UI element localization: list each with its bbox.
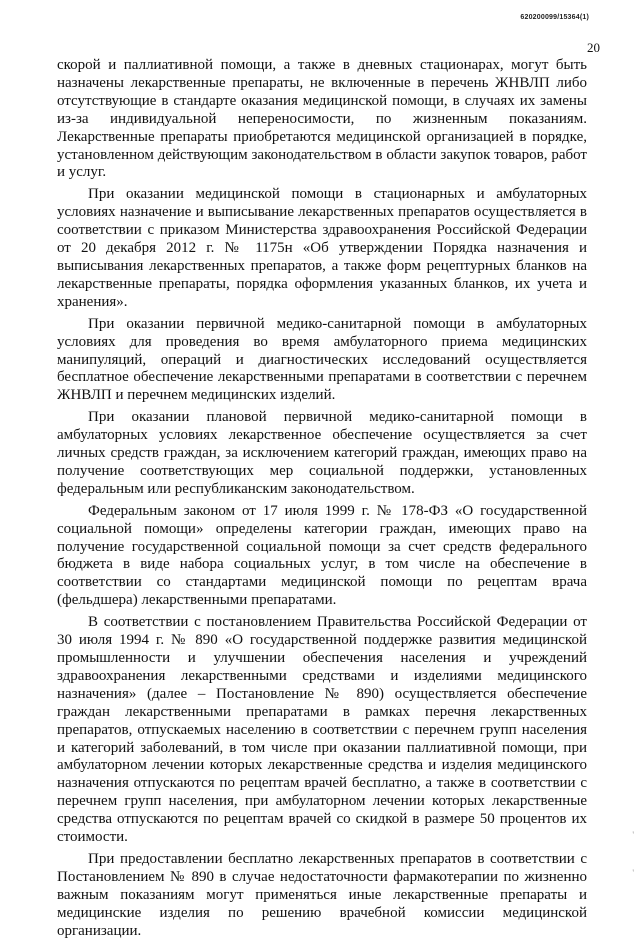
paragraph-4: При оказании плановой первичной медико-санитарной помощи в амбулаторных условиях лекарственное обеспечение осуществляется за счет личных средств граждан, за исключением категорий граждан, имеющих право на получение соответствующих мер социальной поддержки, установленных федеральным или республиканским законодательством. <box>57 409 587 497</box>
paragraph-3: При оказании первичной медико-санитарной помощи в амбулаторных условиях для проведения во время амбулаторного приема медицинских манипуляций, операций и диагностических исследований осуществляется бесплатное обеспечение лекарственными препаратами в соответствии с перечнем ЖНВЛП и перечнем медицинских изделий. <box>57 315 587 404</box>
paragraph-5: Федеральным законом от 17 июля 1999 г. № 178-ФЗ «О государственной социальной помощи» определены категории граждан, имеющих право на получение государственной социальной помощи за счет средств федерального бюджета в виде набора социальных услуг, в том числе на обеспечение в соответствии со стандартами медицинской помощи по рецептам врача (фельдшера) лекарственными препаратами. <box>57 502 587 609</box>
paragraph-7: При предоставлении бесплатно лекарственных препаратов в соответствии с Постановлением № 890 в случае недостаточности фармакотерапии по жизненно важным показаниям могут применяться иные лекарственные препараты и медицинские изделия по решению врачебной комиссии медицинской организации. <box>57 850 587 939</box>
paragraph-1: скорой и паллиативной помощи, а также в дневных стационарах, могут быть назначены лекарственные препараты, не включенные в перечень ЖНВЛП либо отсутствующие в стандарте оказания медицинской помощи, в случаях их замены из-за индивидуальной непереносимости, по жизненным показаниям. Лекарственные препараты приобретаются медицинской организацией в порядке, установленном действующим законодательством в области закупок товаров, работ и услуг. <box>57 57 587 181</box>
paragraph-2: При оказании медицинской помощи в стационарных и амбулаторных условиях назначение и выписывание лекарственных препаратов осуществляется в соответствии с приказом Министерства здравоохранения Российской Федерации от 20 декабря 2012 г. № 1175н «Об утверждении Порядка назначения и выписывания лекарственных препаратов, а также форм рецептурных бланков на лекарственные препараты, порядка оформления указанных бланков, их учета и хранения». <box>57 186 587 310</box>
page-number: 20 <box>587 40 600 55</box>
scan-mark: ' <box>632 868 634 878</box>
scan-mark: ' <box>632 830 634 840</box>
paragraph-6: В соответствии с постановлением Правительства Российской Федерации от 30 июля 1994 г. № 890 «О государственной поддержке развития медицинской промышленности и улучшении обеспечения населения и учреждений здравоохранения лекарственными средствами и изделиями медицинского назначения» (далее – Постановление № 890) осуществляется обеспечение граждан лекарственными препаратами в рамках перечня лекарственных препаратов, отпускаемых населению в соответствии с перечнем групп населения и категорий заболеваний, в том числе при оказании паллиативной помощи, при амбулаторном лечении которых лекарственные средства и изделия медицинского назначения отпускаются по рецептам врачей бесплатно, а также в соответствии с перечнем групп населения, при амбулаторном лечении которых лекарственные средства отпускаются по рецептам врачей со скидкой в размере 50 процентов их стоимости. <box>57 614 587 846</box>
document-body <box>57 57 587 945</box>
document-id: 620200099/15364(1) <box>520 14 589 21</box>
